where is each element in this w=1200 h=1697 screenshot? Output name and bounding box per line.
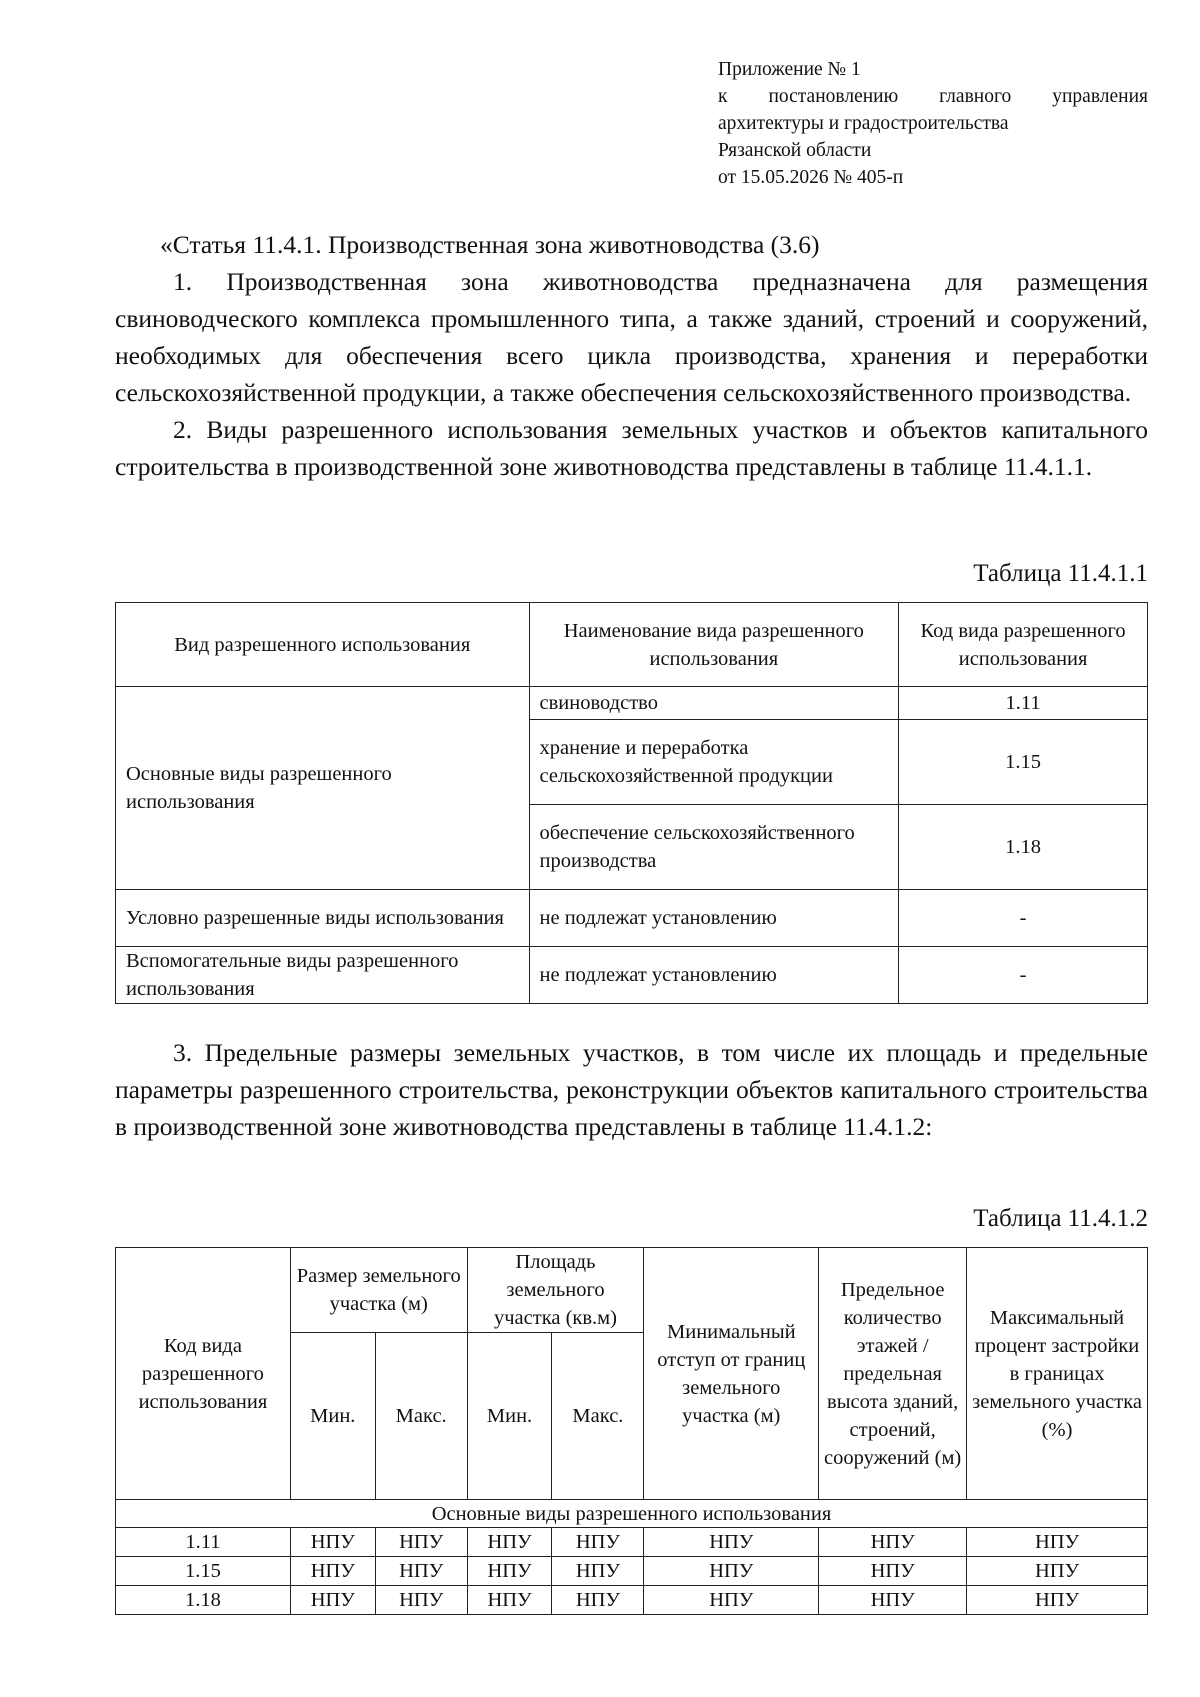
table2-cell: НПУ xyxy=(375,1557,467,1586)
article-title: «Статья 11.4.1. Производственная зона животноводства (3.6) xyxy=(160,230,820,259)
table2-header-area: Площадь земельного участка (кв.м) xyxy=(467,1248,644,1333)
table2-cell: НПУ xyxy=(819,1528,967,1557)
table2-header-size-min: Мин. xyxy=(290,1333,375,1500)
table2-header-coverage: Максимальный процент застройки в границах земельного участка (%) xyxy=(967,1248,1148,1500)
appendix-department: архитектуры и градостроительства xyxy=(718,113,1009,134)
table2-cell: НПУ xyxy=(552,1557,644,1586)
table2-header-floors: Предельное количество этажей / предельная высота зданий, строений, сооружений (м) xyxy=(819,1248,967,1500)
table2-header-area-max: Макс. xyxy=(552,1333,644,1500)
table1-use-name: не подлежат установлению xyxy=(529,947,899,1004)
paragraph-1: 1. Производственная зона животноводства предназначена для размещения свиноводческого комплекса промышленного типа, а также зданий, строений и сооружений, необходимых для обеспечения всего цикла производства, хранения и переработки сельскохозяйственной продукции, а также обеспечения сельскохозяйственного производства. xyxy=(115,267,1148,407)
table2-header-size-max: Макс. xyxy=(375,1333,467,1500)
table2-header-setback: Минимальный отступ от границ земельного участка (м) xyxy=(644,1248,819,1500)
table2-cell: 1.15 xyxy=(116,1557,291,1586)
table2-cell: НПУ xyxy=(467,1586,552,1615)
table2-cell: НПУ xyxy=(467,1557,552,1586)
table2-cell: НПУ xyxy=(967,1586,1148,1615)
table1-header-row xyxy=(116,603,1148,687)
table1-use-code: 1.18 xyxy=(899,805,1148,890)
table1-use-code: - xyxy=(899,947,1148,1004)
article-block xyxy=(115,226,1148,485)
table2-header-row-1 xyxy=(116,1248,1148,1333)
paragraph-2: 2. Виды разрешенного использования земельных участков и объектов капитального строительства в производственной зоне животноводства представлены в таблице 11.4.1.1. xyxy=(115,415,1148,481)
table2-header-area-min: Мин. xyxy=(467,1333,552,1500)
table2-cell: НПУ xyxy=(290,1586,375,1615)
table2-cell: 1.18 xyxy=(116,1586,291,1615)
table1-header-code: Код вида разрешенного использования xyxy=(899,603,1148,687)
table-row xyxy=(116,947,1148,1004)
table2-cell: НПУ xyxy=(819,1586,967,1615)
table-row xyxy=(116,687,1148,720)
table1-use-name: хранение и переработка сельскохозяйственной продукции xyxy=(529,720,899,805)
table2-header-code: Код вида разрешенного использования xyxy=(116,1248,291,1500)
table2-cell: НПУ xyxy=(644,1528,819,1557)
table1-header-type: Вид разрешенного использования xyxy=(116,603,530,687)
table2-cell: НПУ xyxy=(644,1557,819,1586)
table2-header-size: Размер земельного участка (м) xyxy=(290,1248,467,1333)
appendix-resolution: к постановлению главного управления xyxy=(718,86,1148,107)
appendix-number: Приложение № 1 xyxy=(718,59,861,80)
table1-use-name: обеспечение сельскохозяйственного производства xyxy=(529,805,899,890)
article-block-2 xyxy=(115,1034,1148,1145)
table1-use-code: 1.15 xyxy=(899,720,1148,805)
table1-caption: Таблица 11.4.1.1 xyxy=(973,560,1148,587)
table2-cell: НПУ xyxy=(375,1528,467,1557)
table2-cell: НПУ xyxy=(552,1586,644,1615)
table1-group-main: Основные виды разрешенного использования xyxy=(116,687,530,890)
table2-cell: НПУ xyxy=(967,1528,1148,1557)
table-row xyxy=(116,890,1148,947)
table2-caption: Таблица 11.4.1.2 xyxy=(973,1205,1148,1232)
appendix-header xyxy=(718,56,1148,191)
table1-group-auxiliary: Вспомогательные виды разрешенного использования xyxy=(116,947,530,1004)
table2-cell: НПУ xyxy=(290,1528,375,1557)
table-row xyxy=(116,1557,1148,1586)
table2-cell: НПУ xyxy=(552,1528,644,1557)
table1-group-conditional: Условно разрешенные виды использования xyxy=(116,890,530,947)
table1-header-name: Наименование вида разрешенного использования xyxy=(529,603,899,687)
table-limit-parameters xyxy=(115,1247,1148,1615)
paragraph-3: 3. Предельные размеры земельных участков, в том числе их площадь и предельные параметры разрешенного строительства, реконструкции объектов капитального строительства в производственной зоне животноводства представлены в таблице 11.4.1.2: xyxy=(115,1038,1148,1141)
appendix-date: от 15.05.2026 № 405-п xyxy=(718,167,904,188)
table1-use-code: 1.11 xyxy=(899,687,1148,720)
table1-use-code: - xyxy=(899,890,1148,947)
table2-cell: НПУ xyxy=(644,1586,819,1615)
table-row xyxy=(116,1528,1148,1557)
table2-cell: НПУ xyxy=(290,1557,375,1586)
table2-cell: 1.11 xyxy=(116,1528,291,1557)
table1-use-name: свиноводство xyxy=(529,687,899,720)
table2-cell: НПУ xyxy=(375,1586,467,1615)
table2-section-label: Основные виды разрешенного использования xyxy=(116,1500,1148,1528)
table-row xyxy=(116,1586,1148,1615)
table1-use-name: не подлежат установлению xyxy=(529,890,899,947)
table2-cell: НПУ xyxy=(819,1557,967,1586)
appendix-region: Рязанской области xyxy=(718,140,872,161)
table2-cell: НПУ xyxy=(967,1557,1148,1586)
table2-section-row xyxy=(116,1500,1148,1528)
table2-cell: НПУ xyxy=(467,1528,552,1557)
table-permitted-uses xyxy=(115,602,1148,1004)
